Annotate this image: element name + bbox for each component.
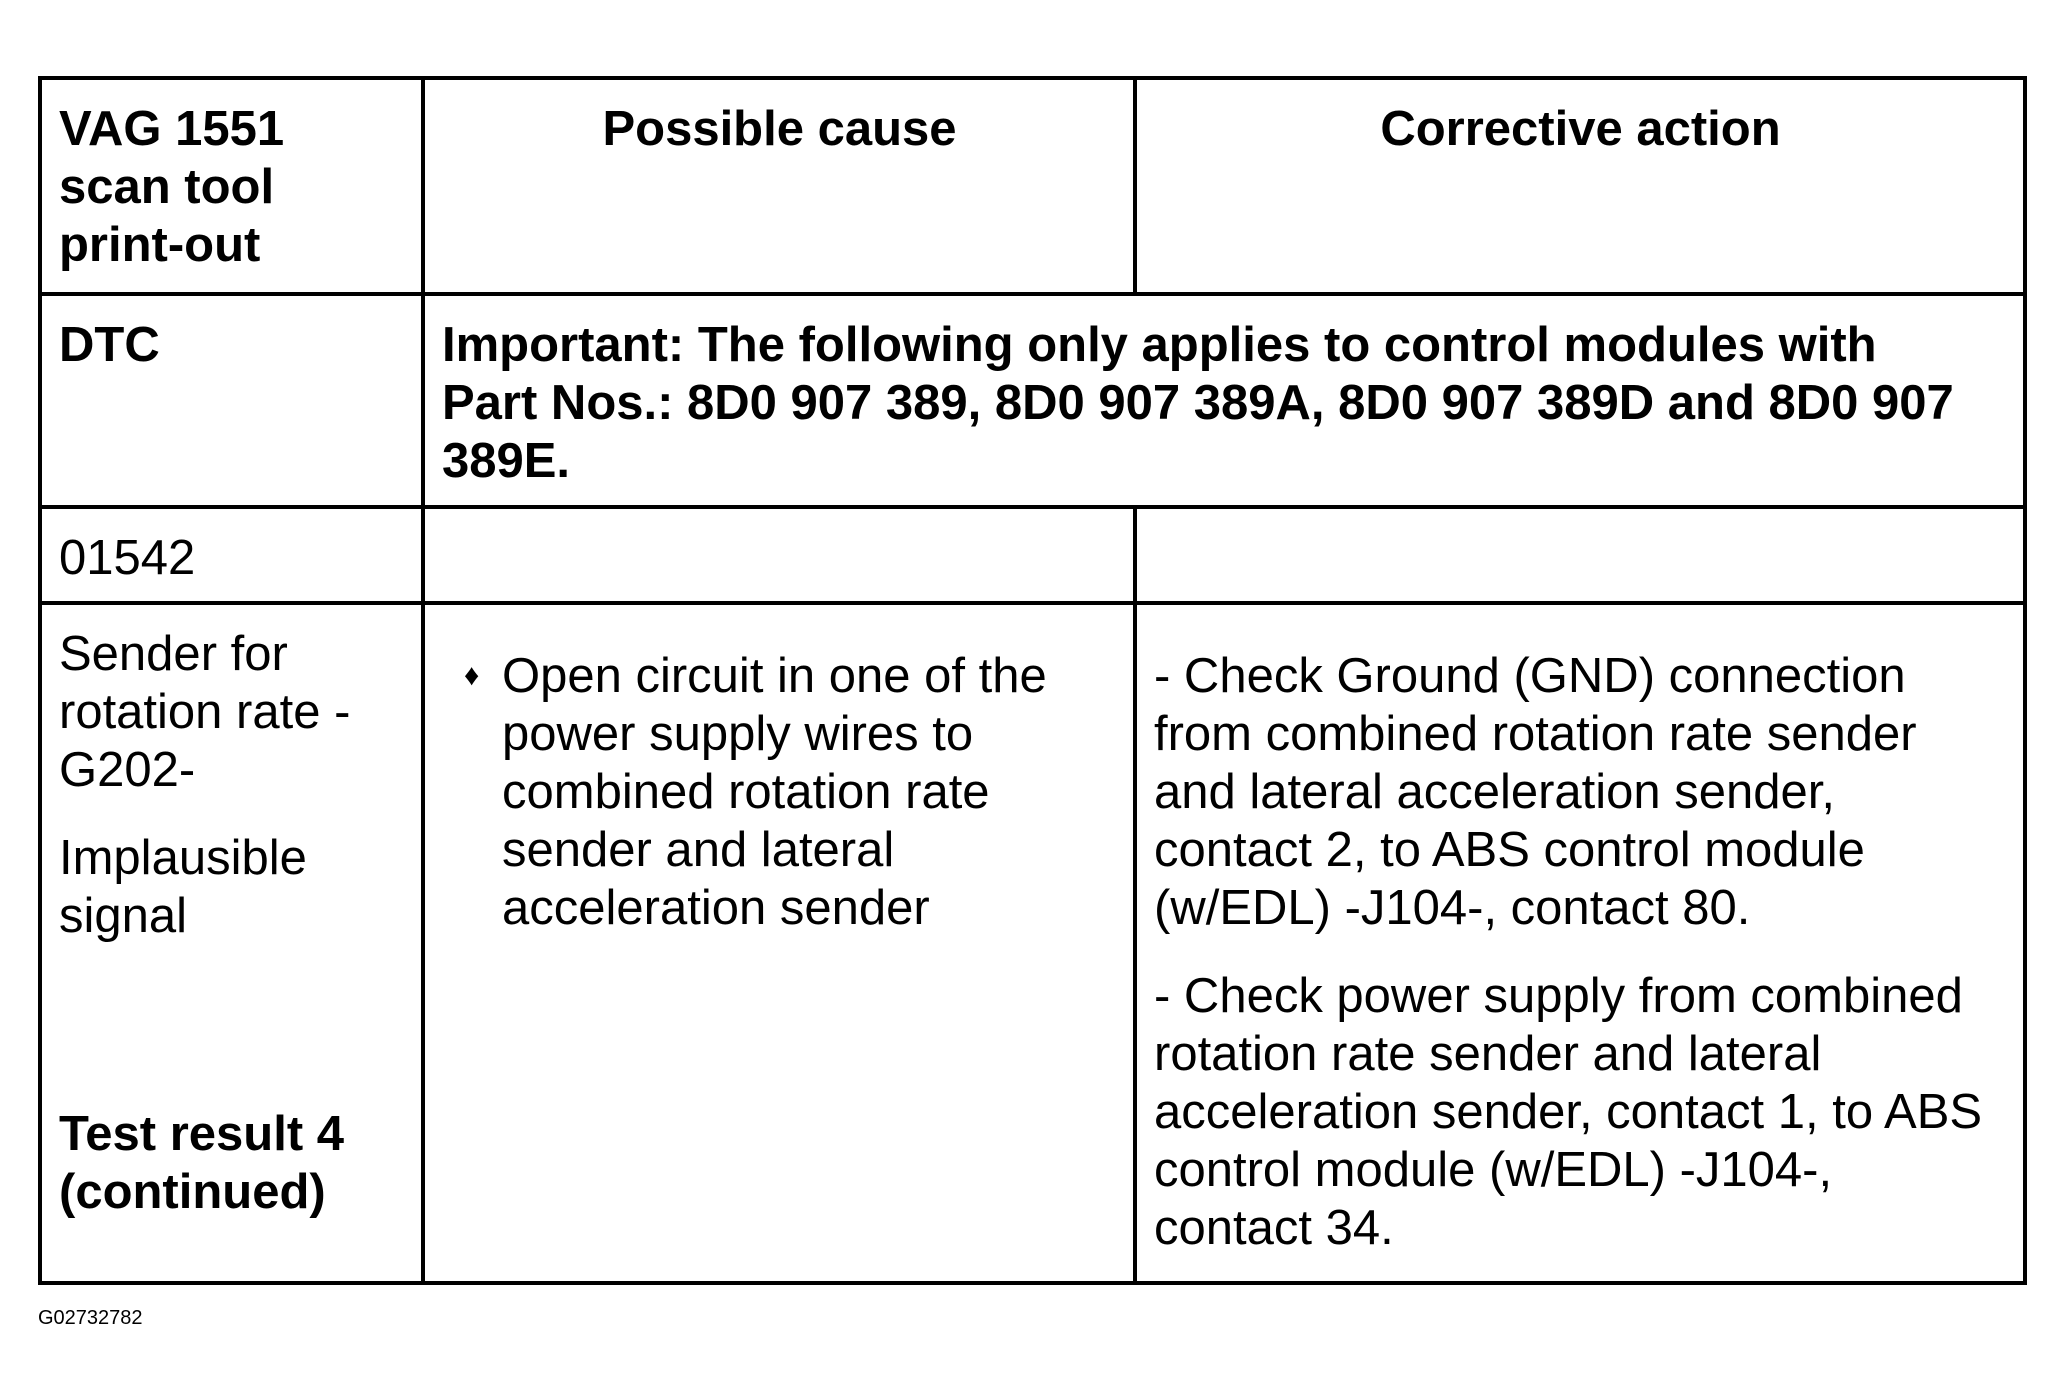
test-result-line: (continued) (59, 1165, 326, 1219)
dtc-label: DTC (59, 318, 160, 372)
cause-line: power supply wires to (502, 707, 974, 761)
action-step-2-line: contact 34. (1154, 1201, 1394, 1255)
spacer (59, 799, 405, 829)
header-possible-cause-cell (423, 78, 1135, 294)
fault-symptom-line: Implausible (59, 831, 307, 885)
diagnostic-table (38, 76, 2027, 1285)
action-step-2-line: rotation rate sender and lateral (1154, 1027, 1822, 1081)
fault-row (40, 603, 2025, 1283)
action-step-2-line: control module (w/EDL) -J104-, (1154, 1143, 1833, 1197)
action-step-2-line: - Check power supply from combined (1154, 969, 1963, 1023)
fault-symptom-line: signal (59, 889, 188, 943)
fault-description-line: G202- (59, 743, 196, 797)
cause-bullet-item (442, 647, 1117, 937)
fault-description-cell (40, 603, 423, 1283)
important-note-line: Part Nos.: 8D0 907 389, 8D0 907 389A, 8D0 907 389D and 8D0 907 (442, 376, 1954, 430)
cause-text (502, 647, 1117, 937)
dtc-label-cell (40, 294, 423, 507)
header-possible-cause: Possible cause (602, 102, 957, 156)
possible-cause-cell (423, 603, 1135, 1283)
diamond-bullet-icon: ♦ (464, 659, 480, 692)
empty-action-cell (1135, 507, 2025, 603)
dtc-code: 01542 (59, 531, 196, 585)
header-scan-tool-line: scan tool (59, 160, 275, 214)
cause-line: acceleration sender (502, 881, 930, 935)
fault-description-line: rotation rate - (59, 685, 351, 739)
test-result-line: Test result 4 (59, 1107, 345, 1161)
action-step-1-line: and lateral acceleration sender, (1154, 765, 1835, 819)
header-row (40, 78, 2025, 294)
action-step-2-line: acceleration sender, contact 1, to ABS (1154, 1085, 1983, 1139)
spacer (1154, 937, 2007, 967)
header-corrective-action-cell (1135, 78, 2025, 294)
code-row (40, 507, 2025, 603)
spacer (59, 945, 405, 1105)
corrective-action-cell (1135, 603, 2025, 1283)
dtc-code-cell (40, 507, 423, 603)
empty-cause-cell (423, 507, 1135, 603)
action-step-1-line: - Check Ground (GND) connection (1154, 649, 1906, 703)
fault-description-line: Sender for (59, 627, 288, 681)
important-note-line: Important: The following only applies to control modules with (442, 318, 1877, 372)
action-step-1-line: (w/EDL) -J104-, contact 80. (1154, 881, 1751, 935)
figure-id: G02732782 (38, 1307, 143, 1329)
cause-line: Open circuit in one of the (502, 649, 1047, 703)
important-note-cell (423, 294, 2025, 507)
header-scan-tool-cell (40, 78, 423, 294)
cause-line: combined rotation rate (502, 765, 990, 819)
cause-line: sender and lateral (502, 823, 895, 877)
action-step-1-line: contact 2, to ABS control module (1154, 823, 1865, 877)
header-scan-tool-line: VAG 1551 (59, 102, 285, 156)
header-scan-tool-line: print-out (59, 218, 261, 272)
header-corrective-action: Corrective action (1380, 102, 1781, 156)
action-step-1-line: from combined rotation rate sender (1154, 707, 1917, 761)
dtc-row (40, 294, 2025, 507)
important-note-line: 389E. (442, 434, 571, 488)
